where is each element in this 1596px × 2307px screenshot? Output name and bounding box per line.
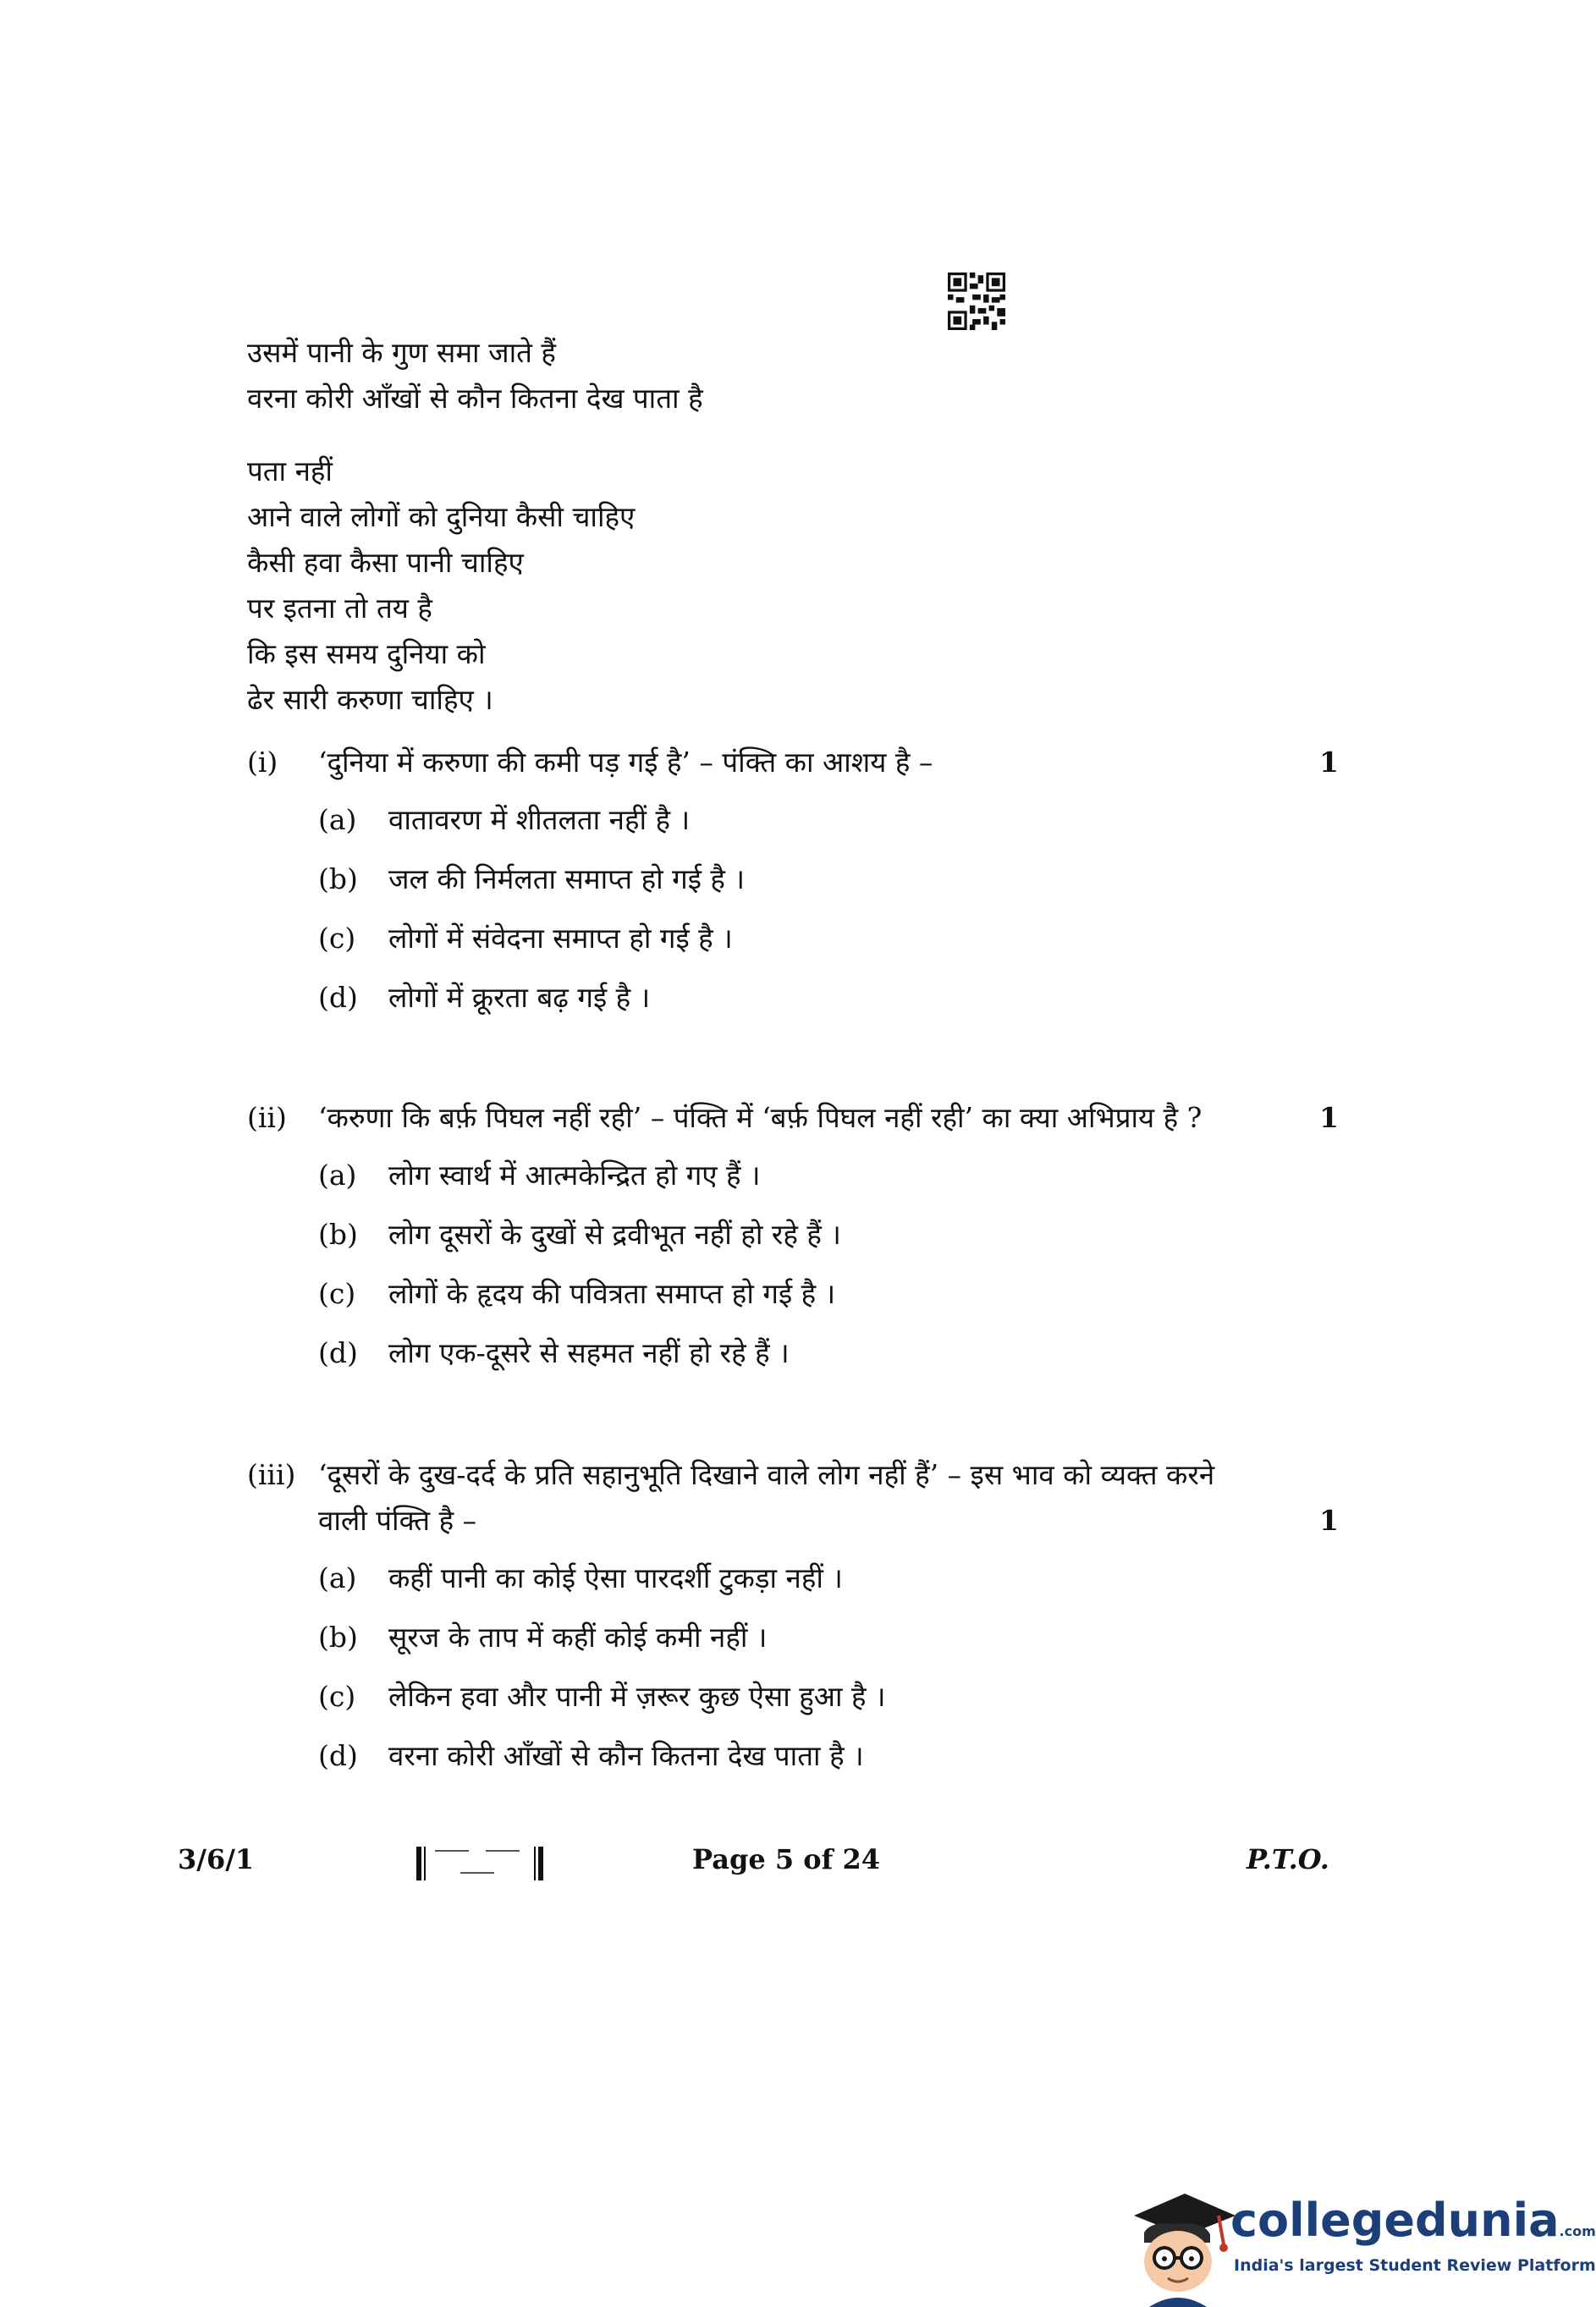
option-label: (d)	[318, 1739, 358, 1772]
option-list	[247, 797, 1339, 1034]
question-text-line-1: ‘दूसरों के दुख-दर्द के प्रति सहानुभूति दिखाने वाले लोग नहीं हैं’ – इस भाव को व्यक्त करने	[318, 1458, 1215, 1491]
question-text: ‘करुणा कि बर्फ़ पिघल नहीं रही’ – पंक्ति में ‘बर्फ़ पिघल नहीं रही’ का क्या अभिप्राय है ?	[318, 1101, 1203, 1134]
option-label: (c)	[318, 922, 356, 955]
option-text: लोगों के हृदय की पवित्रता समाप्त हो गई है ।	[388, 1277, 836, 1310]
question-1	[247, 740, 1339, 1034]
poem-line: पर इतना तो तय है	[247, 592, 432, 625]
option-label: (a)	[318, 803, 357, 836]
logo-tagline: India's largest Student Review Platform	[1234, 2256, 1596, 2275]
option-item	[247, 916, 1339, 975]
option-item	[247, 1153, 1339, 1212]
poem-line: वरना कोरी आँखों से कौन कितना देख पाता है	[247, 382, 703, 415]
poem-line: आने वाले लोगों को दुनिया कैसी चाहिए	[247, 500, 636, 533]
option-label: (b)	[318, 1621, 358, 1654]
option-item	[247, 1733, 1339, 1792]
question-number: (i)	[247, 746, 278, 779]
poem-line: ढेर सारी करुणा चाहिए ।	[247, 683, 493, 716]
option-label: (d)	[318, 981, 358, 1014]
question-stem	[247, 740, 1339, 785]
option-text: लोगों में क्रूरता बढ़ गई है ।	[388, 981, 651, 1014]
option-text: लोगों में संवेदना समाप्त हो गई है ।	[388, 922, 733, 955]
option-item	[247, 1555, 1339, 1615]
logo-name: collegedunia	[1230, 2194, 1560, 2247]
option-label: (a)	[318, 1561, 357, 1594]
pto-label: P.T.O.	[1247, 1843, 1329, 1875]
page-number: Page 5 of 24	[692, 1843, 880, 1875]
question-stem	[247, 1095, 1339, 1141]
option-text: जल की निर्मलता समाप्त हो गई है ।	[388, 862, 745, 895]
poem-line: कैसी हवा कैसा पानी चाहिए	[247, 546, 524, 579]
qr-code-icon	[948, 273, 1005, 330]
poem-line: पता नहीं	[247, 454, 333, 487]
option-item	[247, 856, 1339, 916]
option-list	[247, 1555, 1339, 1792]
option-item	[247, 1615, 1339, 1674]
option-item	[247, 797, 1339, 856]
question-stem	[247, 1452, 1339, 1544]
poem-line: कि इस समय दुनिया को	[247, 637, 486, 670]
question-3	[247, 1452, 1339, 1792]
question-marks: 1	[1319, 1101, 1339, 1134]
option-text: वातावरण में शीतलता नहीं है ।	[388, 803, 691, 836]
option-text: लोग स्वार्थ में आत्मकेन्द्रित हो गए हैं ।	[388, 1159, 761, 1192]
collegedunia-logo	[1125, 2183, 1596, 2307]
poem-stanza-2	[247, 449, 635, 723]
option-text: लोग दूसरों के दुखों से द्रवीभूत नहीं हो रहे हैं ।	[388, 1218, 841, 1251]
question-number: (ii)	[247, 1101, 287, 1134]
question-2	[247, 1095, 1339, 1390]
option-item	[247, 1674, 1339, 1733]
question-marks: 1	[1319, 746, 1339, 779]
option-label: (d)	[318, 1336, 358, 1369]
option-item	[247, 975, 1339, 1034]
option-label: (c)	[318, 1277, 356, 1310]
option-item	[247, 1330, 1339, 1390]
poem-stanza-1	[247, 330, 703, 421]
option-text: लेकिन हवा और पानी में ज़रूर कुछ ऐसा हुआ है ।	[388, 1680, 886, 1713]
option-text: कहीं पानी का कोई ऐसा पारदर्शी टुकड़ा नहीं ।	[388, 1561, 843, 1594]
page-footer	[0, 1843, 1511, 1886]
logo-suffix: .com	[1559, 2223, 1596, 2239]
question-text: ‘दुनिया में करुणा की कमी पड़ गई है’ – पंक्ति का आशय है –	[318, 746, 933, 779]
option-list	[247, 1153, 1339, 1390]
option-label: (b)	[318, 1218, 358, 1251]
option-text: वरना कोरी आँखों से कौन कितना देख पाता है ।	[388, 1739, 864, 1772]
poem-line: उसमें पानी के गुण समा जाते हैं	[247, 336, 556, 369]
option-item	[247, 1271, 1339, 1330]
option-label: (a)	[318, 1159, 357, 1192]
option-label: (b)	[318, 862, 358, 895]
question-marks: 1	[1319, 1504, 1339, 1537]
graduate-mascot-icon	[1125, 2183, 1236, 2307]
option-item	[247, 1212, 1339, 1271]
option-text: लोग एक-दूसरे से सहमत नहीं हो रहे हैं ।	[388, 1336, 790, 1369]
question-number: (iii)	[247, 1458, 296, 1491]
option-text: सूरज के ताप में कहीं कोई कमी नहीं ।	[388, 1621, 768, 1654]
option-label: (c)	[318, 1680, 356, 1713]
barcode-icon	[416, 1843, 543, 1884]
paper-code: 3/6/1	[178, 1843, 255, 1875]
question-text-line-2: वाली पंक्ति है –	[318, 1504, 477, 1537]
logo-wordmark	[1230, 2194, 1596, 2247]
